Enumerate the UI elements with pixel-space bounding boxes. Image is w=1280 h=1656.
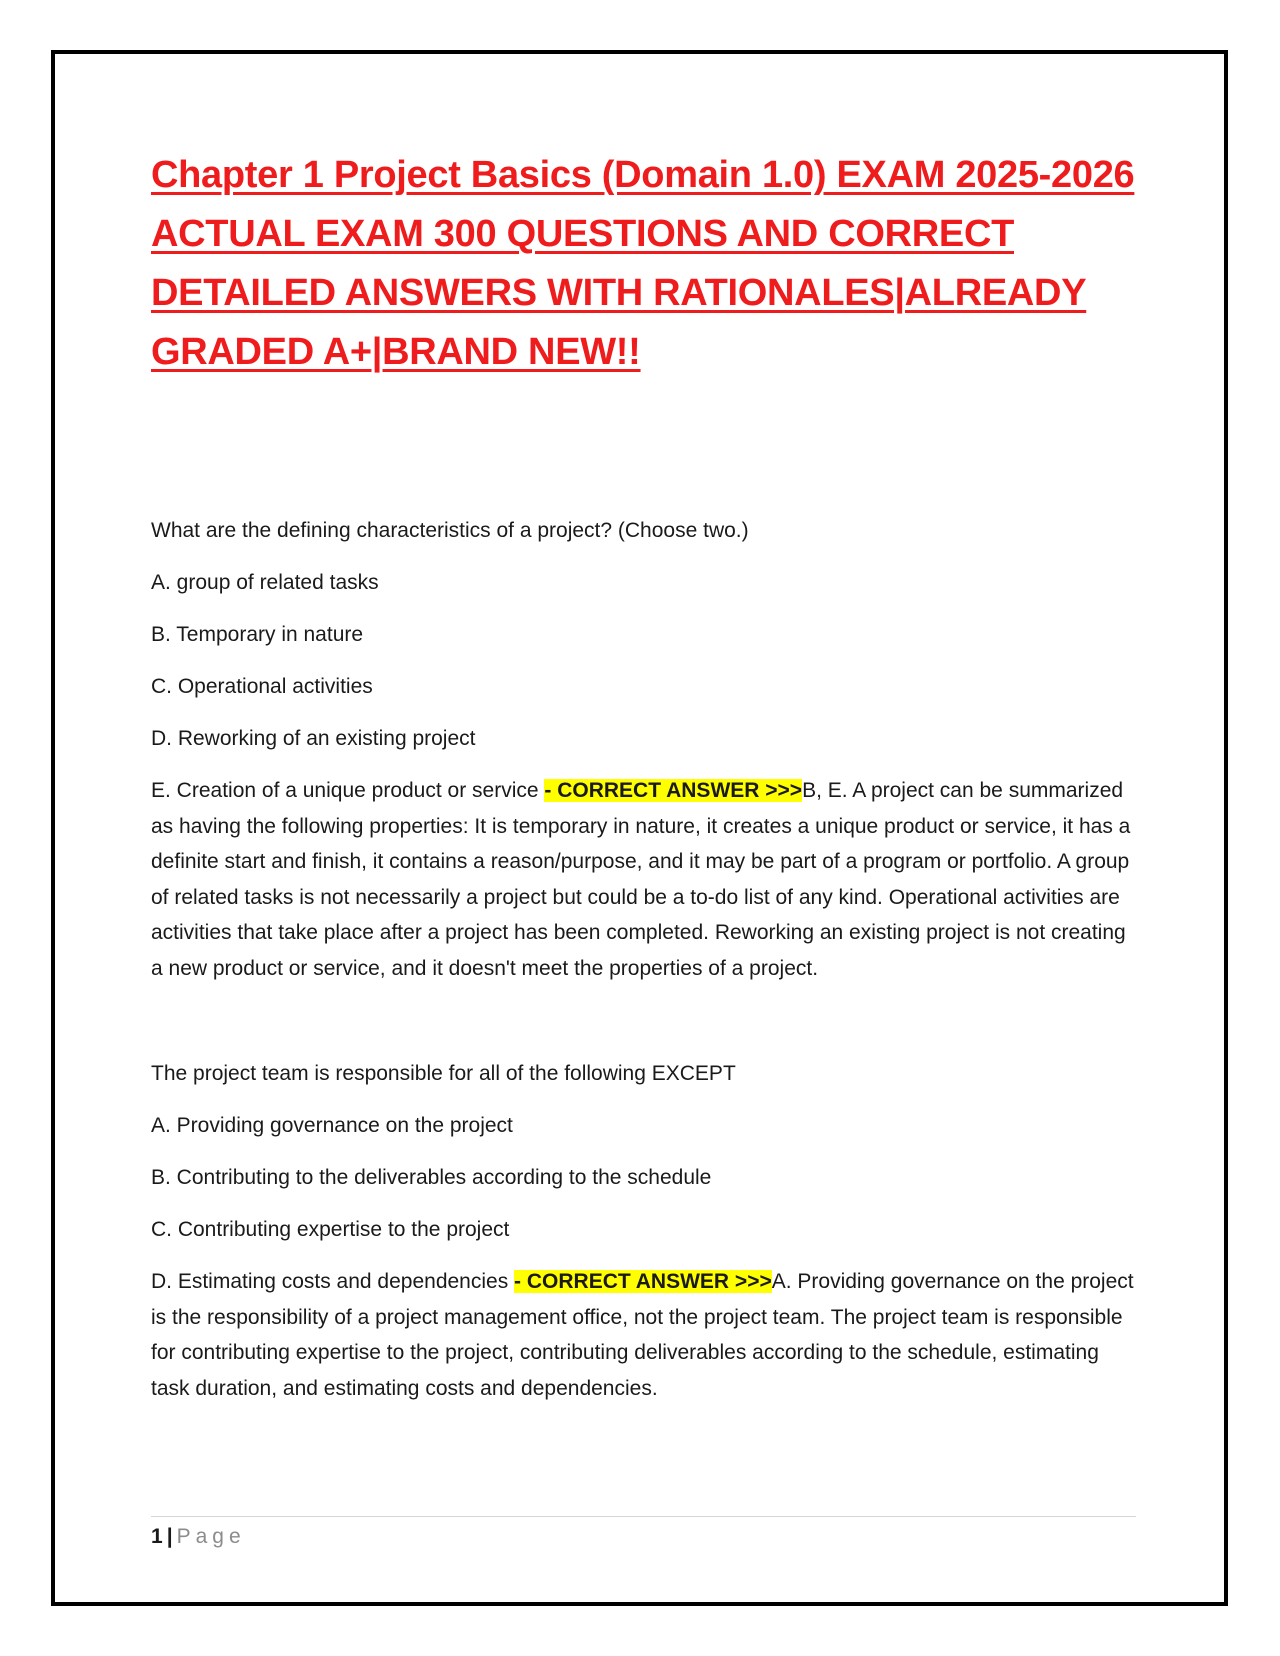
- document-body: [151, 146, 1136, 1406]
- answer-option: C. Contributing expertise to the project: [151, 1218, 510, 1241]
- answer-paragraph: [151, 773, 1136, 986]
- document-title: Chapter 1 Project Basics (Domain 1.0) EXAM 2025-2026 ACTUAL EXAM 300 QUESTIONS AND CORRECT DETAILED ANSWERS WITH RATIONALES|ALREADY GRADED A+|BRAND NEW!!: [151, 154, 1135, 373]
- question-block: [151, 1056, 1136, 1406]
- answer-option: C. Operational activities: [151, 675, 373, 698]
- question-stem: The project team is responsible for all of the following EXCEPT: [151, 1062, 736, 1085]
- page-label: Page: [176, 1525, 246, 1548]
- page-number: 1: [151, 1525, 163, 1548]
- answer-option: B. Contributing to the deliverables according to the schedule: [151, 1166, 712, 1189]
- answer-rationale: B, E. A project can be summarized as having the following properties: It is temporary in nature, it creates a unique product or service, it has a definite start and finish, it contains a reason/purpose, and it may be part of a program or portfolio. A group of related tasks is not necessarily a project but could be a to-do list of any kind. Operational activities are activities that take place after a project has been completed. Reworking an existing project is not creating a new product or service, and it doesn't meet the properties of a project.: [151, 779, 1131, 980]
- answer-option: B. Temporary in nature: [151, 623, 364, 646]
- page-separator: |: [166, 1525, 173, 1548]
- page-footer: [151, 1516, 1136, 1551]
- question-block: [151, 513, 1136, 986]
- answer-rationale: A. Providing governance on the project is the responsibility of a project management office, not the project team. The project team is responsible for contributing expertise to the project, contributing deliverables according to the schedule, estimating task duration, and estimating costs and dependencies.: [151, 1270, 1134, 1400]
- answer-option: A. group of related tasks: [151, 571, 379, 594]
- correct-answer-marker: - CORRECT ANSWER >>>: [544, 779, 803, 802]
- answer-option: D. Estimating costs and dependencies: [151, 1270, 515, 1293]
- answer-option: E. Creation of a unique product or service: [151, 779, 545, 802]
- answer-option: D. Reworking of an existing project: [151, 727, 476, 750]
- question-stem: What are the defining characteristics of a project? (Choose two.): [151, 519, 749, 542]
- correct-answer-marker: - CORRECT ANSWER >>>: [514, 1270, 772, 1293]
- answer-option: A. Providing governance on the project: [151, 1114, 513, 1137]
- answer-paragraph: [151, 1264, 1136, 1406]
